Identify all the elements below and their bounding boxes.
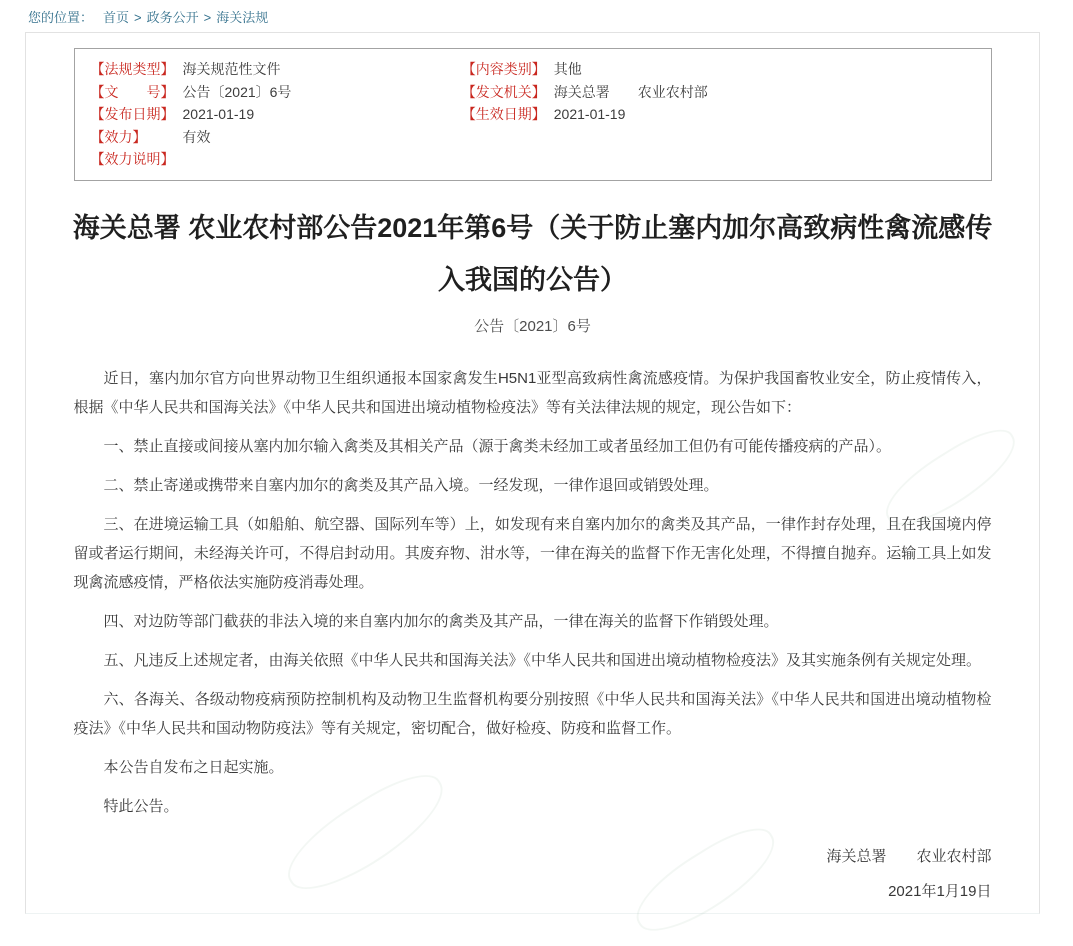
paragraph: 近日，塞内加尔官方向世界动物卫生组织通报本国家禽发生H5N1亚型高致病性禽流感疫情。为保护我国畜牧业安全，防止疫情传入，根据《中华人民共和国海关法》《中华人民共和国进出境动植物检疫法》等有关法律法规的规定，现公告如下：	[73, 369, 992, 416]
paragraph: 特此公告。	[103, 797, 179, 815]
breadcrumb-link[interactable]: 海关法规	[216, 10, 269, 25]
signature: 海关总署 农业农村部	[826, 847, 992, 865]
meta-value: 海关规范性文件	[182, 61, 281, 77]
breadcrumb-separator: >	[203, 10, 212, 25]
meta-row	[91, 81, 462, 104]
breadcrumb-link[interactable]: 政务公开	[146, 10, 199, 25]
meta-box	[74, 48, 992, 181]
meta-value: 2021-01-19	[553, 106, 626, 122]
meta-value: 海关总署 农业农村部	[553, 83, 708, 100]
breadcrumb-items	[93, 10, 268, 25]
meta-label: 【发文机关】	[461, 83, 546, 100]
meta-label: 【发布日期】	[90, 106, 175, 122]
paragraph: 一、禁止直接或间接从塞内加尔输入禽类及其相关产品（源于禽类未经加工或者虽经加工但仍有可能传播疫病的产品）。	[103, 437, 892, 455]
paragraph: 六、各海关、各级动物疫病预防控制机构及动物卫生监督机构要分别按照《中华人民共和国海关法》《中华人民共和国进出境动植物检疫法》《中华人民共和国动物防疫法》等有关规定，密切配合，做好检疫、防疫和监督工作。	[73, 690, 992, 737]
meta-row	[91, 103, 462, 126]
meta-row	[91, 58, 462, 81]
meta-value: 2021-01-19	[182, 106, 255, 122]
meta-label: 【效力】	[90, 128, 147, 145]
paragraph: 二、禁止寄递或携带来自塞内加尔的禽类及其产品入境。一经发现，一律作退回或销毁处理。	[103, 476, 719, 494]
paragraph: 四、对边防等部门截获的非法入境的来自塞内加尔的禽类及其产品，一律在海关的监督下作销毁处理。	[103, 612, 779, 630]
meta-label: 【法规类型】	[90, 61, 175, 77]
meta-label: 【生效日期】	[461, 106, 546, 122]
meta-value: 公告〔2021〕6号	[182, 83, 292, 100]
paragraph: 五、凡违反上述规定者，由海关依照《中华人民共和国海关法》《中华人民共和国进出境动植物检疫法》及其实施条例有关规定处理。	[103, 651, 982, 669]
breadcrumb-link[interactable]: 首页	[103, 10, 130, 25]
meta-row	[91, 126, 462, 149]
meta-row	[462, 81, 975, 104]
document-date: 2021年1月19日	[888, 882, 992, 900]
paragraph: 三、在进境运输工具（如船舶、航空器、国际列车等）上，如发现有来自塞内加尔的禽类及其产品，一律作封存处理，且在我国境内停留或者运行期间，未经海关许可，不得启封动用。其废弃物、泔水等，一律在海关的监督下作无害化处理，不得擅自抛弃。运输工具上如发现禽流感疫情，严格依法实施防疫消毒处理。	[73, 515, 992, 591]
document-number: 公告〔2021〕6号	[474, 317, 591, 335]
paragraph: 本公告自发布之日起实施。	[103, 758, 284, 776]
document-title: 海关总署 农业农村部公告2021年第6号（关于防止塞内加尔高致病性禽流感传入我国的公告）	[72, 212, 993, 295]
document-body	[74, 364, 992, 821]
meta-label: 【内容类别】	[461, 61, 546, 77]
meta-column-right	[462, 58, 975, 126]
breadcrumb	[28, 7, 268, 26]
meta-row	[462, 103, 975, 126]
breadcrumb-prefix: 您的位置：	[28, 10, 94, 25]
meta-label: 【效力说明】	[90, 151, 175, 167]
meta-value: 其他	[553, 61, 582, 77]
content-container	[25, 32, 1040, 914]
meta-value: 有效	[182, 128, 211, 145]
meta-column-left	[91, 58, 462, 171]
meta-label: 【文 号】	[90, 83, 175, 100]
meta-row	[91, 148, 462, 171]
meta-row	[462, 58, 975, 81]
breadcrumb-separator: >	[134, 10, 142, 25]
